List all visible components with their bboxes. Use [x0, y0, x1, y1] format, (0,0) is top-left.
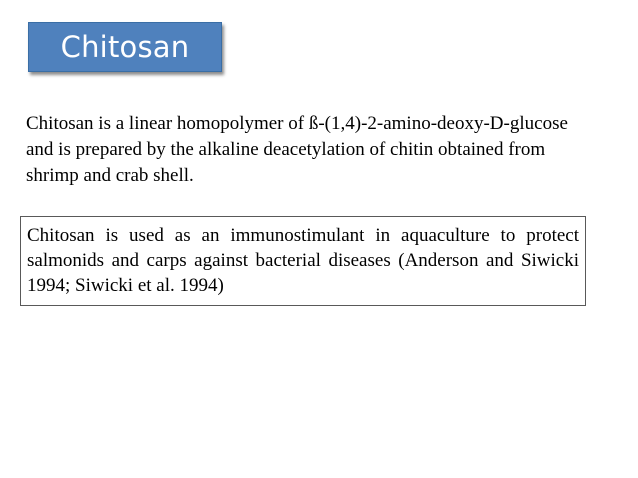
usage-text-box	[20, 216, 586, 306]
definition-paragraph: Chitosan is a linear homopolymer of ß-(1,4)-2-amino-deoxy-D-glucose and is prepared by the alkaline deacetylation of chitin obtained from shrimp and crab shell.	[26, 113, 568, 186]
slide-title: Chitosan	[60, 30, 190, 64]
usage-paragraph: Chitosan is used as an immunostimulant in aquaculture to protect salmonids and carps against bacterial diseases (Anderson and Siwicki 1994; Siwicki et al. 1994)	[27, 225, 579, 296]
title-banner	[28, 22, 222, 72]
